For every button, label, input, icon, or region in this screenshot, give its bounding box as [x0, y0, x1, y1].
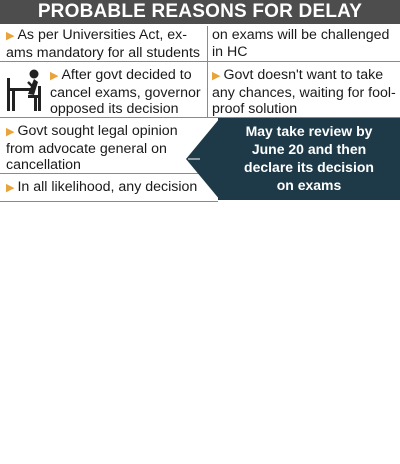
reason-text: in HC	[212, 43, 248, 60]
reason-text: ams mandatory for all students	[6, 44, 200, 61]
reason-item-universities-act	[6, 27, 206, 61]
callout-text	[218, 122, 400, 194]
reason-text: proof solution	[212, 101, 298, 117]
arrow-bullet-icon: ▶	[50, 70, 59, 82]
arrow-bullet-icon: ▶	[6, 182, 15, 194]
reason-text: from advocate general on	[6, 140, 167, 157]
callout-pointer	[186, 118, 220, 200]
reason-text: Govt sought legal opinion	[17, 123, 178, 139]
page-title: PROBABLE REASONS FOR DELAY	[37, 1, 363, 22]
reason-item-challenged-in-hc	[212, 27, 398, 60]
reason-item-any-decision	[6, 179, 216, 197]
reason-text: In all likelihood, any decision	[17, 179, 198, 195]
arrow-bullet-icon: ▶	[6, 30, 15, 42]
arrow-bullet-icon: ▶	[6, 126, 15, 138]
reason-item-foolproof-solution	[212, 67, 400, 118]
reason-text: cancel exams, governor	[50, 84, 201, 101]
reason-item-legal-opinion	[6, 123, 192, 174]
reason-text: cancellation	[6, 157, 81, 173]
callout-line: June 20 and then	[251, 141, 367, 157]
reason-item-governor-opposed	[50, 67, 208, 118]
callout-line: May take review by	[245, 123, 373, 139]
reason-text: any chances, waiting for fool-	[212, 84, 396, 101]
title-banner	[0, 0, 400, 24]
callout-line: declare its decision	[244, 159, 374, 175]
row-divider	[0, 61, 400, 62]
arrow-bullet-icon: ▶	[212, 70, 221, 82]
reason-text: After govt decided to	[61, 67, 192, 83]
callout-line: on exams	[276, 177, 342, 193]
reason-text: opposed its decision	[50, 101, 179, 117]
reason-text: As per Universities Act, ex-	[17, 27, 187, 43]
row-divider	[0, 201, 218, 202]
student-writing-exam-icon	[4, 68, 48, 117]
reason-text: Govt doesn't want to take	[223, 67, 384, 83]
reason-text: on exams will be challenged	[212, 27, 390, 43]
